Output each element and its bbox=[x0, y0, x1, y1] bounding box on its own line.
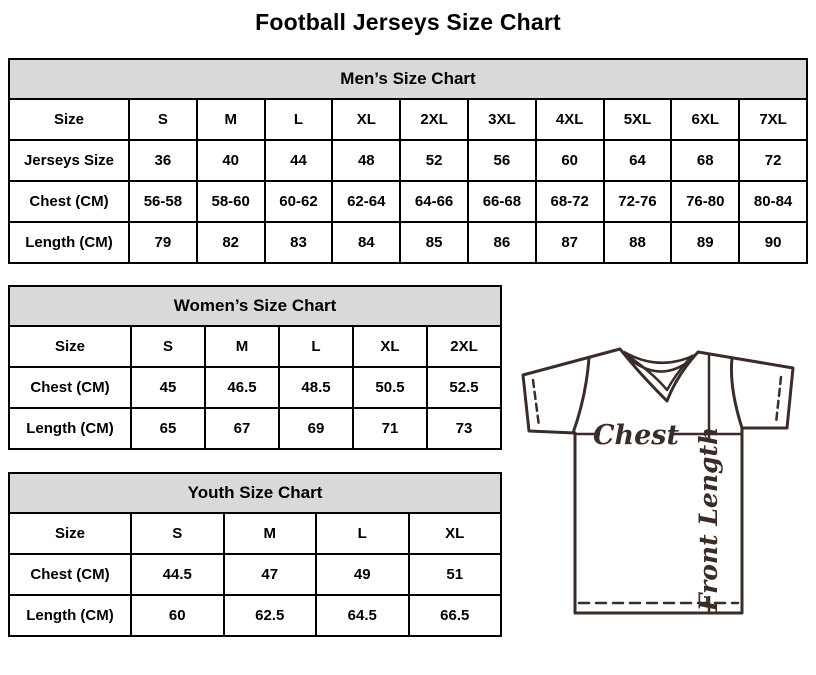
mens-cell: 88 bbox=[604, 222, 672, 263]
mens-row-label: Chest (CM) bbox=[9, 181, 129, 222]
womens-row-1 bbox=[9, 367, 501, 408]
mens-chart-title: Men’s Size Chart bbox=[9, 59, 807, 99]
youth-cell: L bbox=[316, 513, 409, 554]
mens-cell: 48 bbox=[332, 140, 400, 181]
mens-cell: S bbox=[129, 99, 197, 140]
mens-row-2 bbox=[9, 181, 807, 222]
mens-cell: 2XL bbox=[400, 99, 468, 140]
chest-label: Chest bbox=[593, 420, 679, 451]
mens-cell: 76-80 bbox=[671, 181, 739, 222]
youth-row-label: Chest (CM) bbox=[9, 554, 131, 595]
mens-cell: 87 bbox=[536, 222, 604, 263]
mens-cell: 56 bbox=[468, 140, 536, 181]
mens-cell: 72-76 bbox=[604, 181, 672, 222]
womens-cell: 52.5 bbox=[427, 367, 501, 408]
mens-cell: 44 bbox=[265, 140, 333, 181]
womens-cell: 71 bbox=[353, 408, 427, 449]
mens-cell: 89 bbox=[671, 222, 739, 263]
womens-row-label: Chest (CM) bbox=[9, 367, 131, 408]
youth-size-table bbox=[8, 472, 502, 637]
womens-cell: L bbox=[279, 326, 353, 367]
mens-cell: 3XL bbox=[468, 99, 536, 140]
mens-row-1 bbox=[9, 140, 807, 181]
mens-cell: 4XL bbox=[536, 99, 604, 140]
womens-cell: 50.5 bbox=[353, 367, 427, 408]
mens-row-label: Length (CM) bbox=[9, 222, 129, 263]
womens-cell: 67 bbox=[205, 408, 279, 449]
mens-row-label: Jerseys Size bbox=[9, 140, 129, 181]
youth-cell: 44.5 bbox=[131, 554, 224, 595]
womens-cell: 69 bbox=[279, 408, 353, 449]
youth-cell: 66.5 bbox=[409, 595, 502, 636]
mens-size-table bbox=[8, 58, 808, 264]
mens-cell: 90 bbox=[739, 222, 807, 263]
mens-cell: 58-60 bbox=[197, 181, 265, 222]
mens-cell: 64 bbox=[604, 140, 672, 181]
womens-cell: 48.5 bbox=[279, 367, 353, 408]
mens-row-0 bbox=[9, 99, 807, 140]
youth-cell: 51 bbox=[409, 554, 502, 595]
womens-row-label: Size bbox=[9, 326, 131, 367]
mens-cell: 62-64 bbox=[332, 181, 400, 222]
mens-cell: 79 bbox=[129, 222, 197, 263]
mens-cell: 56-58 bbox=[129, 181, 197, 222]
youth-cell: 49 bbox=[316, 554, 409, 595]
womens-row-0 bbox=[9, 326, 501, 367]
mens-row-label: Size bbox=[9, 99, 129, 140]
mens-cell: 5XL bbox=[604, 99, 672, 140]
womens-cell: S bbox=[131, 326, 205, 367]
front-length-label: Front Length bbox=[694, 426, 723, 612]
mens-cell: 6XL bbox=[671, 99, 739, 140]
womens-row-label: Length (CM) bbox=[9, 408, 131, 449]
womens-cell: XL bbox=[353, 326, 427, 367]
mens-cell: 85 bbox=[400, 222, 468, 263]
mens-cell: 86 bbox=[468, 222, 536, 263]
mens-cell: 40 bbox=[197, 140, 265, 181]
womens-size-table bbox=[8, 285, 502, 450]
mens-cell: 84 bbox=[332, 222, 400, 263]
youth-cell: 62.5 bbox=[224, 595, 317, 636]
youth-chart-title: Youth Size Chart bbox=[9, 473, 501, 513]
mens-cell: 60 bbox=[536, 140, 604, 181]
mens-cell: 80-84 bbox=[739, 181, 807, 222]
mens-row-3 bbox=[9, 222, 807, 263]
mens-cell: 36 bbox=[129, 140, 197, 181]
mens-cell: 60-62 bbox=[265, 181, 333, 222]
jersey-outline-shape bbox=[523, 349, 793, 613]
womens-cell: 46.5 bbox=[205, 367, 279, 408]
youth-cell: 64.5 bbox=[316, 595, 409, 636]
mens-cell: 66-68 bbox=[468, 181, 536, 222]
youth-row-0 bbox=[9, 513, 501, 554]
womens-row-2 bbox=[9, 408, 501, 449]
womens-cell: 65 bbox=[131, 408, 205, 449]
mens-cell: 52 bbox=[400, 140, 468, 181]
womens-cell: 2XL bbox=[427, 326, 501, 367]
mens-cell: 68 bbox=[671, 140, 739, 181]
youth-cell: M bbox=[224, 513, 317, 554]
womens-chart-title: Women’s Size Chart bbox=[9, 286, 501, 326]
youth-row-label: Size bbox=[9, 513, 131, 554]
mens-cell: 7XL bbox=[739, 99, 807, 140]
mens-cell: XL bbox=[332, 99, 400, 140]
womens-cell: 45 bbox=[131, 367, 205, 408]
youth-row-1 bbox=[9, 554, 501, 595]
mens-cell: 82 bbox=[197, 222, 265, 263]
womens-cell: M bbox=[205, 326, 279, 367]
mens-cell: 72 bbox=[739, 140, 807, 181]
mens-cell: M bbox=[197, 99, 265, 140]
mens-cell: 64-66 bbox=[400, 181, 468, 222]
youth-row-label: Length (CM) bbox=[9, 595, 131, 636]
mens-cell: 68-72 bbox=[536, 181, 604, 222]
mens-cell: L bbox=[265, 99, 333, 140]
youth-cell: 47 bbox=[224, 554, 317, 595]
youth-cell: XL bbox=[409, 513, 502, 554]
page-title: Football Jerseys Size Chart bbox=[255, 9, 561, 35]
womens-cell: 73 bbox=[427, 408, 501, 449]
youth-cell: S bbox=[131, 513, 224, 554]
youth-cell: 60 bbox=[131, 595, 224, 636]
jersey-measurement-diagram bbox=[505, 342, 805, 632]
youth-row-2 bbox=[9, 595, 501, 636]
mens-cell: 83 bbox=[265, 222, 333, 263]
